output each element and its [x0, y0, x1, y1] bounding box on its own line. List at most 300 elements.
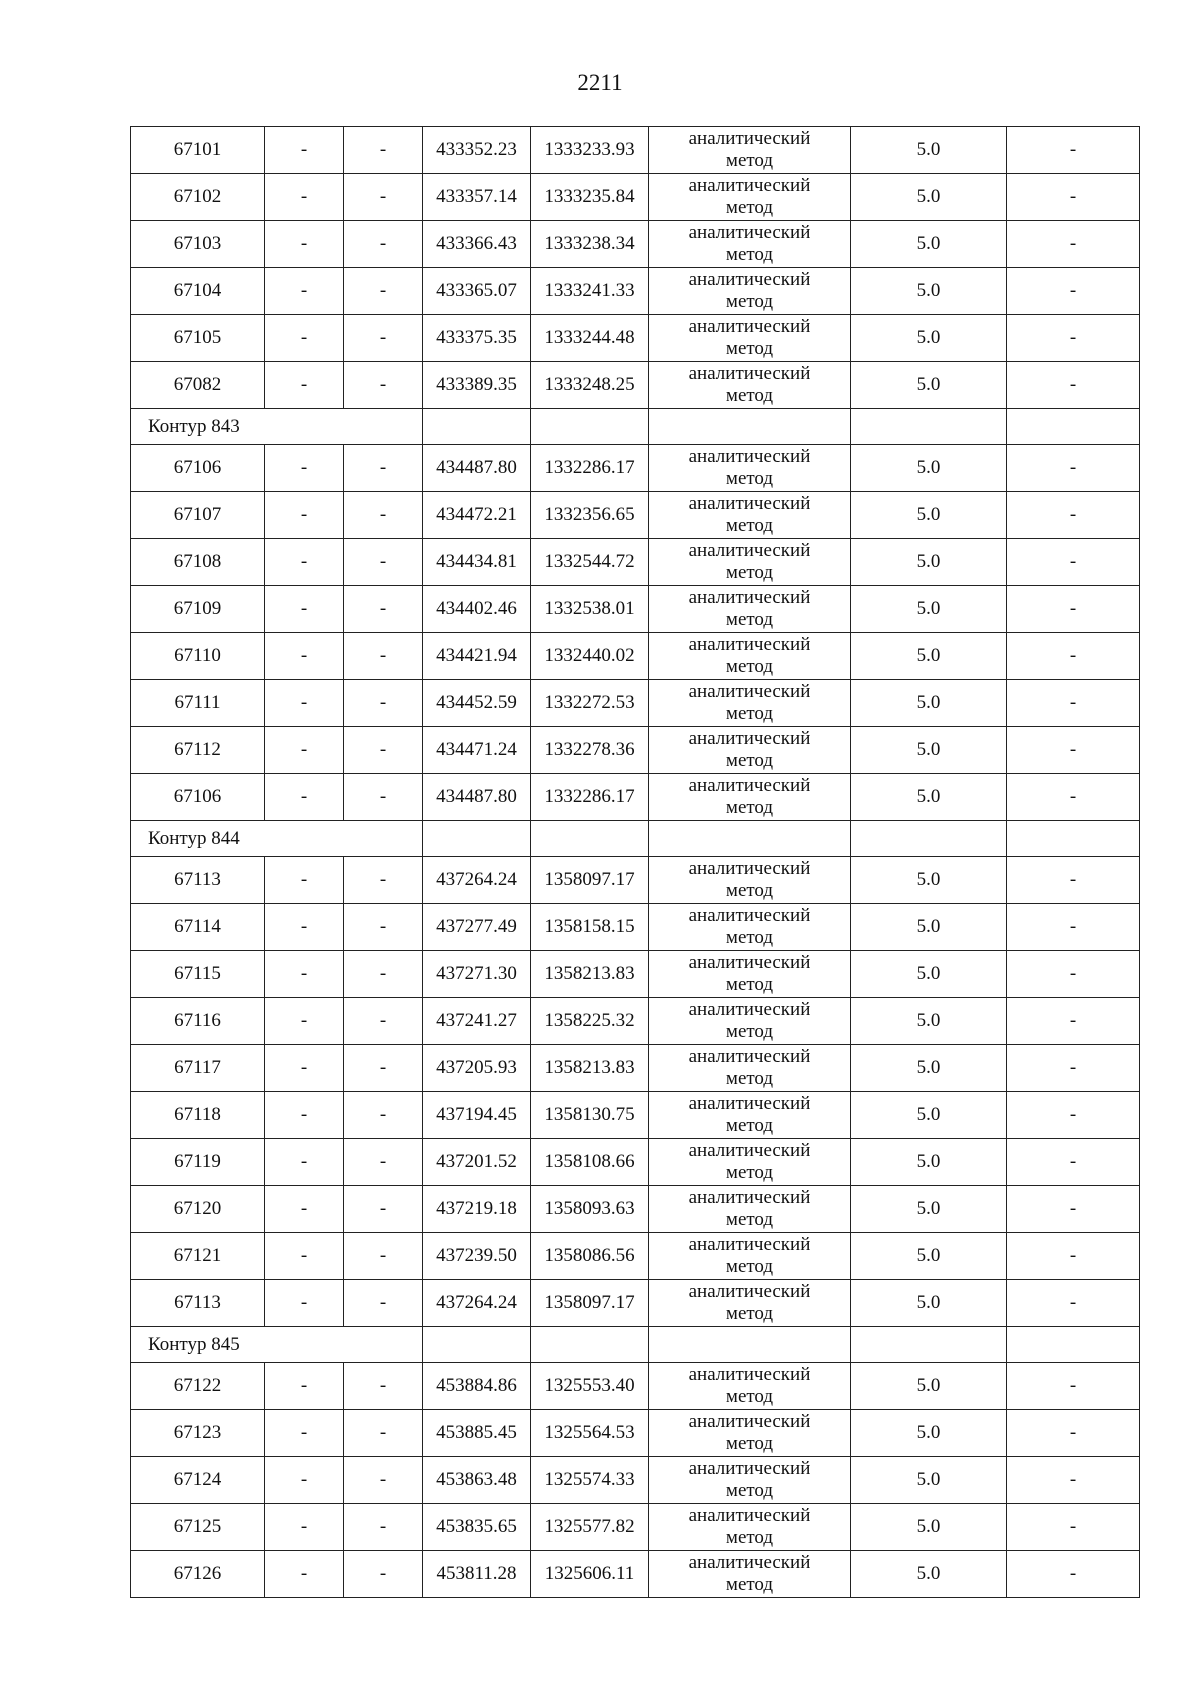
- method-word: метод: [725, 609, 774, 630]
- accuracy-cell: 5.0: [851, 951, 1007, 998]
- method-word: аналитический: [688, 728, 811, 749]
- dash-cell: -: [344, 998, 423, 1045]
- method-word: аналитический: [688, 952, 811, 973]
- method-word: метод: [725, 703, 774, 724]
- dash-cell: -: [265, 1551, 344, 1598]
- table-row: [131, 951, 1140, 998]
- table-row: [131, 727, 1140, 774]
- method-word: метод: [725, 750, 774, 771]
- dash-cell: -: [265, 998, 344, 1045]
- table-row: [131, 1504, 1140, 1551]
- method-word: метод: [725, 1115, 774, 1136]
- table-body: [131, 127, 1140, 1598]
- method-word: метод: [725, 974, 774, 995]
- method-cell: [649, 857, 851, 904]
- table-row: [131, 904, 1140, 951]
- contour-header-row: [131, 821, 1140, 857]
- dash-cell: -: [344, 268, 423, 315]
- dash-cell: -: [265, 492, 344, 539]
- dash-cell: -: [344, 904, 423, 951]
- method-word: аналитический: [688, 681, 811, 702]
- accuracy-cell: 5.0: [851, 998, 1007, 1045]
- dash-cell: -: [344, 1504, 423, 1551]
- method-word: аналитический: [688, 999, 811, 1020]
- table-row: [131, 492, 1140, 539]
- note-cell: -: [1007, 904, 1140, 951]
- x-coordinate-cell: 433366.43: [423, 221, 531, 268]
- x-coordinate-cell: 433352.23: [423, 127, 531, 174]
- x-coordinate-cell: 437264.24: [423, 1280, 531, 1327]
- empty-cell: [423, 1327, 531, 1363]
- method-word: аналитический: [688, 363, 811, 384]
- method-cell: [649, 221, 851, 268]
- table-row: [131, 1363, 1140, 1410]
- y-coordinate-cell: 1325574.33: [531, 1457, 649, 1504]
- x-coordinate-cell: 437194.45: [423, 1092, 531, 1139]
- method-word: метод: [725, 1068, 774, 1089]
- point-id-cell: 67113: [131, 857, 265, 904]
- point-id-cell: 67122: [131, 1363, 265, 1410]
- accuracy-cell: 5.0: [851, 1280, 1007, 1327]
- accuracy-cell: 5.0: [851, 1551, 1007, 1598]
- dash-cell: -: [344, 315, 423, 362]
- table-row: [131, 445, 1140, 492]
- dash-cell: -: [265, 951, 344, 998]
- note-cell: -: [1007, 1092, 1140, 1139]
- dash-cell: -: [344, 1092, 423, 1139]
- dash-cell: -: [265, 127, 344, 174]
- point-id-cell: 67110: [131, 633, 265, 680]
- x-coordinate-cell: 434472.21: [423, 492, 531, 539]
- point-id-cell: 67118: [131, 1092, 265, 1139]
- dash-cell: -: [265, 221, 344, 268]
- y-coordinate-cell: 1358158.15: [531, 904, 649, 951]
- dash-cell: -: [344, 586, 423, 633]
- coordinates-table: [130, 126, 1140, 1598]
- empty-cell: [531, 409, 649, 445]
- table-row: [131, 174, 1140, 221]
- point-id-cell: 67106: [131, 445, 265, 492]
- note-cell: -: [1007, 221, 1140, 268]
- method-cell: [649, 1186, 851, 1233]
- method-word: аналитический: [688, 175, 811, 196]
- contour-header-row: [131, 1327, 1140, 1363]
- dash-cell: -: [344, 633, 423, 680]
- method-word: метод: [725, 197, 774, 218]
- method-cell: [649, 445, 851, 492]
- point-id-cell: 67125: [131, 1504, 265, 1551]
- method-cell: [649, 633, 851, 680]
- method-word: метод: [725, 515, 774, 536]
- accuracy-cell: 5.0: [851, 586, 1007, 633]
- y-coordinate-cell: 1358213.83: [531, 1045, 649, 1092]
- table-row: [131, 221, 1140, 268]
- point-id-cell: 67108: [131, 539, 265, 586]
- empty-cell: [1007, 409, 1140, 445]
- dash-cell: -: [344, 539, 423, 586]
- point-id-cell: 67082: [131, 362, 265, 409]
- x-coordinate-cell: 437277.49: [423, 904, 531, 951]
- x-coordinate-cell: 434402.46: [423, 586, 531, 633]
- accuracy-cell: 5.0: [851, 727, 1007, 774]
- method-cell: [649, 1457, 851, 1504]
- empty-cell: [531, 821, 649, 857]
- dash-cell: -: [265, 857, 344, 904]
- table-row: [131, 268, 1140, 315]
- method-word: аналитический: [688, 858, 811, 879]
- y-coordinate-cell: 1332278.36: [531, 727, 649, 774]
- dash-cell: -: [265, 1410, 344, 1457]
- accuracy-cell: 5.0: [851, 492, 1007, 539]
- x-coordinate-cell: 434421.94: [423, 633, 531, 680]
- method-word: метод: [725, 244, 774, 265]
- dash-cell: -: [265, 315, 344, 362]
- accuracy-cell: 5.0: [851, 1363, 1007, 1410]
- x-coordinate-cell: 453835.65: [423, 1504, 531, 1551]
- point-id-cell: 67121: [131, 1233, 265, 1280]
- method-word: аналитический: [688, 446, 811, 467]
- dash-cell: -: [265, 1045, 344, 1092]
- x-coordinate-cell: 434487.80: [423, 774, 531, 821]
- x-coordinate-cell: 434434.81: [423, 539, 531, 586]
- contour-header-row: [131, 409, 1140, 445]
- page-number: 2211: [577, 70, 623, 95]
- method-word: метод: [725, 1256, 774, 1277]
- note-cell: -: [1007, 268, 1140, 315]
- point-id-cell: 67124: [131, 1457, 265, 1504]
- empty-cell: [851, 1327, 1007, 1363]
- table-row: [131, 857, 1140, 904]
- table-row: [131, 998, 1140, 1045]
- dash-cell: -: [265, 727, 344, 774]
- x-coordinate-cell: 437241.27: [423, 998, 531, 1045]
- method-word: аналитический: [688, 1411, 811, 1432]
- method-word: метод: [725, 880, 774, 901]
- empty-cell: [851, 409, 1007, 445]
- dash-cell: -: [344, 127, 423, 174]
- point-id-cell: 67112: [131, 727, 265, 774]
- method-word: метод: [725, 1021, 774, 1042]
- accuracy-cell: 5.0: [851, 268, 1007, 315]
- y-coordinate-cell: 1358086.56: [531, 1233, 649, 1280]
- accuracy-cell: 5.0: [851, 362, 1007, 409]
- table-row: [131, 362, 1140, 409]
- table-row: [131, 1551, 1140, 1598]
- note-cell: -: [1007, 1410, 1140, 1457]
- method-word: метод: [725, 150, 774, 171]
- table-row: [131, 1186, 1140, 1233]
- y-coordinate-cell: 1332286.17: [531, 445, 649, 492]
- note-cell: -: [1007, 445, 1140, 492]
- method-word: метод: [725, 656, 774, 677]
- accuracy-cell: 5.0: [851, 221, 1007, 268]
- accuracy-cell: 5.0: [851, 539, 1007, 586]
- table-row: [131, 1233, 1140, 1280]
- y-coordinate-cell: 1325564.53: [531, 1410, 649, 1457]
- note-cell: -: [1007, 1045, 1140, 1092]
- table-row: [131, 1045, 1140, 1092]
- note-cell: -: [1007, 1280, 1140, 1327]
- y-coordinate-cell: 1333241.33: [531, 268, 649, 315]
- method-cell: [649, 1233, 851, 1280]
- x-coordinate-cell: 434487.80: [423, 445, 531, 492]
- point-id-cell: 67120: [131, 1186, 265, 1233]
- x-coordinate-cell: 453863.48: [423, 1457, 531, 1504]
- dash-cell: -: [265, 1504, 344, 1551]
- accuracy-cell: 5.0: [851, 774, 1007, 821]
- x-coordinate-cell: 437271.30: [423, 951, 531, 998]
- method-word: аналитический: [688, 1552, 811, 1573]
- y-coordinate-cell: 1358093.63: [531, 1186, 649, 1233]
- x-coordinate-cell: 437205.93: [423, 1045, 531, 1092]
- method-cell: [649, 586, 851, 633]
- point-id-cell: 67109: [131, 586, 265, 633]
- method-cell: [649, 362, 851, 409]
- empty-cell: [1007, 1327, 1140, 1363]
- method-word: аналитический: [688, 775, 811, 796]
- method-word: метод: [725, 385, 774, 406]
- dash-cell: -: [344, 362, 423, 409]
- method-word: метод: [725, 1162, 774, 1183]
- method-word: аналитический: [688, 222, 811, 243]
- dash-cell: -: [265, 774, 344, 821]
- dash-cell: -: [344, 1457, 423, 1504]
- y-coordinate-cell: 1325606.11: [531, 1551, 649, 1598]
- method-cell: [649, 1280, 851, 1327]
- method-word: аналитический: [688, 1140, 811, 1161]
- method-cell: [649, 727, 851, 774]
- method-cell: [649, 1363, 851, 1410]
- method-cell: [649, 268, 851, 315]
- dash-cell: -: [344, 680, 423, 727]
- accuracy-cell: 5.0: [851, 1504, 1007, 1551]
- table-row: [131, 127, 1140, 174]
- method-word: метод: [725, 338, 774, 359]
- dash-cell: -: [265, 1457, 344, 1504]
- point-id-cell: 67123: [131, 1410, 265, 1457]
- empty-cell: [531, 1327, 649, 1363]
- accuracy-cell: 5.0: [851, 127, 1007, 174]
- dash-cell: -: [344, 1551, 423, 1598]
- note-cell: -: [1007, 315, 1140, 362]
- x-coordinate-cell: 434452.59: [423, 680, 531, 727]
- method-word: аналитический: [688, 269, 811, 290]
- dash-cell: -: [265, 1233, 344, 1280]
- x-coordinate-cell: 453885.45: [423, 1410, 531, 1457]
- method-cell: [649, 998, 851, 1045]
- note-cell: -: [1007, 951, 1140, 998]
- method-word: метод: [725, 1209, 774, 1230]
- method-word: аналитический: [688, 587, 811, 608]
- note-cell: -: [1007, 492, 1140, 539]
- accuracy-cell: 5.0: [851, 1410, 1007, 1457]
- empty-cell: [1007, 821, 1140, 857]
- empty-cell: [423, 821, 531, 857]
- note-cell: -: [1007, 1551, 1140, 1598]
- dash-cell: -: [265, 1186, 344, 1233]
- method-word: аналитический: [688, 905, 811, 926]
- table-row: [131, 315, 1140, 362]
- dash-cell: -: [344, 857, 423, 904]
- table-row: [131, 1410, 1140, 1457]
- method-word: аналитический: [688, 493, 811, 514]
- y-coordinate-cell: 1358097.17: [531, 1280, 649, 1327]
- note-cell: -: [1007, 774, 1140, 821]
- method-word: метод: [725, 1303, 774, 1324]
- method-cell: [649, 1551, 851, 1598]
- y-coordinate-cell: 1333238.34: [531, 221, 649, 268]
- method-word: аналитический: [688, 316, 811, 337]
- y-coordinate-cell: 1332538.01: [531, 586, 649, 633]
- method-cell: [649, 951, 851, 998]
- accuracy-cell: 5.0: [851, 1045, 1007, 1092]
- contour-label: Контур 843: [131, 409, 423, 445]
- method-word: метод: [725, 1574, 774, 1595]
- note-cell: -: [1007, 1504, 1140, 1551]
- method-word: метод: [725, 927, 774, 948]
- point-id-cell: 67105: [131, 315, 265, 362]
- contour-label: Контур 844: [131, 821, 423, 857]
- y-coordinate-cell: 1325553.40: [531, 1363, 649, 1410]
- empty-cell: [649, 821, 851, 857]
- method-cell: [649, 1504, 851, 1551]
- empty-cell: [649, 409, 851, 445]
- method-word: аналитический: [688, 1187, 811, 1208]
- method-cell: [649, 492, 851, 539]
- x-coordinate-cell: 437201.52: [423, 1139, 531, 1186]
- point-id-cell: 67101: [131, 127, 265, 174]
- note-cell: -: [1007, 1457, 1140, 1504]
- dash-cell: -: [344, 492, 423, 539]
- x-coordinate-cell: 433365.07: [423, 268, 531, 315]
- accuracy-cell: 5.0: [851, 1233, 1007, 1280]
- method-word: метод: [725, 291, 774, 312]
- dash-cell: -: [344, 1280, 423, 1327]
- x-coordinate-cell: 437219.18: [423, 1186, 531, 1233]
- table-row: [131, 1092, 1140, 1139]
- point-id-cell: 67119: [131, 1139, 265, 1186]
- accuracy-cell: 5.0: [851, 174, 1007, 221]
- empty-cell: [851, 821, 1007, 857]
- table-row: [131, 774, 1140, 821]
- point-id-cell: 67114: [131, 904, 265, 951]
- point-id-cell: 67115: [131, 951, 265, 998]
- point-id-cell: 67113: [131, 1280, 265, 1327]
- note-cell: -: [1007, 1139, 1140, 1186]
- y-coordinate-cell: 1358225.32: [531, 998, 649, 1045]
- method-word: метод: [725, 468, 774, 489]
- point-id-cell: 67111: [131, 680, 265, 727]
- method-word: метод: [725, 797, 774, 818]
- dash-cell: -: [344, 774, 423, 821]
- x-coordinate-cell: 433375.35: [423, 315, 531, 362]
- empty-cell: [649, 1327, 851, 1363]
- point-id-cell: 67103: [131, 221, 265, 268]
- dash-cell: -: [344, 445, 423, 492]
- method-word: метод: [725, 1433, 774, 1454]
- dash-cell: -: [344, 1363, 423, 1410]
- dash-cell: -: [344, 727, 423, 774]
- dash-cell: -: [265, 445, 344, 492]
- accuracy-cell: 5.0: [851, 1457, 1007, 1504]
- method-cell: [649, 315, 851, 362]
- note-cell: -: [1007, 857, 1140, 904]
- method-word: метод: [725, 1527, 774, 1548]
- method-cell: [649, 1092, 851, 1139]
- method-word: аналитический: [688, 1505, 811, 1526]
- point-id-cell: 67107: [131, 492, 265, 539]
- method-cell: [649, 539, 851, 586]
- table-row: [131, 633, 1140, 680]
- x-coordinate-cell: 434471.24: [423, 727, 531, 774]
- method-word: аналитический: [688, 1281, 811, 1302]
- dash-cell: -: [265, 680, 344, 727]
- note-cell: -: [1007, 539, 1140, 586]
- accuracy-cell: 5.0: [851, 680, 1007, 727]
- method-word: метод: [725, 562, 774, 583]
- table-row: [131, 1280, 1140, 1327]
- accuracy-cell: 5.0: [851, 315, 1007, 362]
- method-word: метод: [725, 1480, 774, 1501]
- point-id-cell: 67102: [131, 174, 265, 221]
- y-coordinate-cell: 1358108.66: [531, 1139, 649, 1186]
- dash-cell: -: [265, 1280, 344, 1327]
- method-word: аналитический: [688, 1458, 811, 1479]
- note-cell: -: [1007, 586, 1140, 633]
- y-coordinate-cell: 1358213.83: [531, 951, 649, 998]
- method-cell: [649, 1045, 851, 1092]
- y-coordinate-cell: 1358130.75: [531, 1092, 649, 1139]
- dash-cell: -: [344, 221, 423, 268]
- table-row: [131, 680, 1140, 727]
- y-coordinate-cell: 1332440.02: [531, 633, 649, 680]
- dash-cell: -: [344, 174, 423, 221]
- dash-cell: -: [344, 951, 423, 998]
- y-coordinate-cell: 1332286.17: [531, 774, 649, 821]
- dash-cell: -: [265, 268, 344, 315]
- note-cell: -: [1007, 1363, 1140, 1410]
- dash-cell: -: [265, 539, 344, 586]
- x-coordinate-cell: 433357.14: [423, 174, 531, 221]
- note-cell: -: [1007, 127, 1140, 174]
- method-word: аналитический: [688, 634, 811, 655]
- accuracy-cell: 5.0: [851, 445, 1007, 492]
- note-cell: -: [1007, 680, 1140, 727]
- note-cell: -: [1007, 174, 1140, 221]
- method-cell: [649, 904, 851, 951]
- method-word: аналитический: [688, 1234, 811, 1255]
- point-id-cell: 67104: [131, 268, 265, 315]
- dash-cell: -: [265, 586, 344, 633]
- point-id-cell: 67117: [131, 1045, 265, 1092]
- point-id-cell: 67106: [131, 774, 265, 821]
- dash-cell: -: [265, 904, 344, 951]
- dash-cell: -: [265, 633, 344, 680]
- table-row: [131, 586, 1140, 633]
- table-row: [131, 1139, 1140, 1186]
- method-word: аналитический: [688, 1046, 811, 1067]
- method-word: аналитический: [688, 128, 811, 149]
- y-coordinate-cell: 1333244.48: [531, 315, 649, 362]
- note-cell: -: [1007, 998, 1140, 1045]
- y-coordinate-cell: 1332356.65: [531, 492, 649, 539]
- table-row: [131, 539, 1140, 586]
- dash-cell: -: [265, 174, 344, 221]
- dash-cell: -: [344, 1410, 423, 1457]
- x-coordinate-cell: 437264.24: [423, 857, 531, 904]
- x-coordinate-cell: 453884.86: [423, 1363, 531, 1410]
- method-word: метод: [725, 1386, 774, 1407]
